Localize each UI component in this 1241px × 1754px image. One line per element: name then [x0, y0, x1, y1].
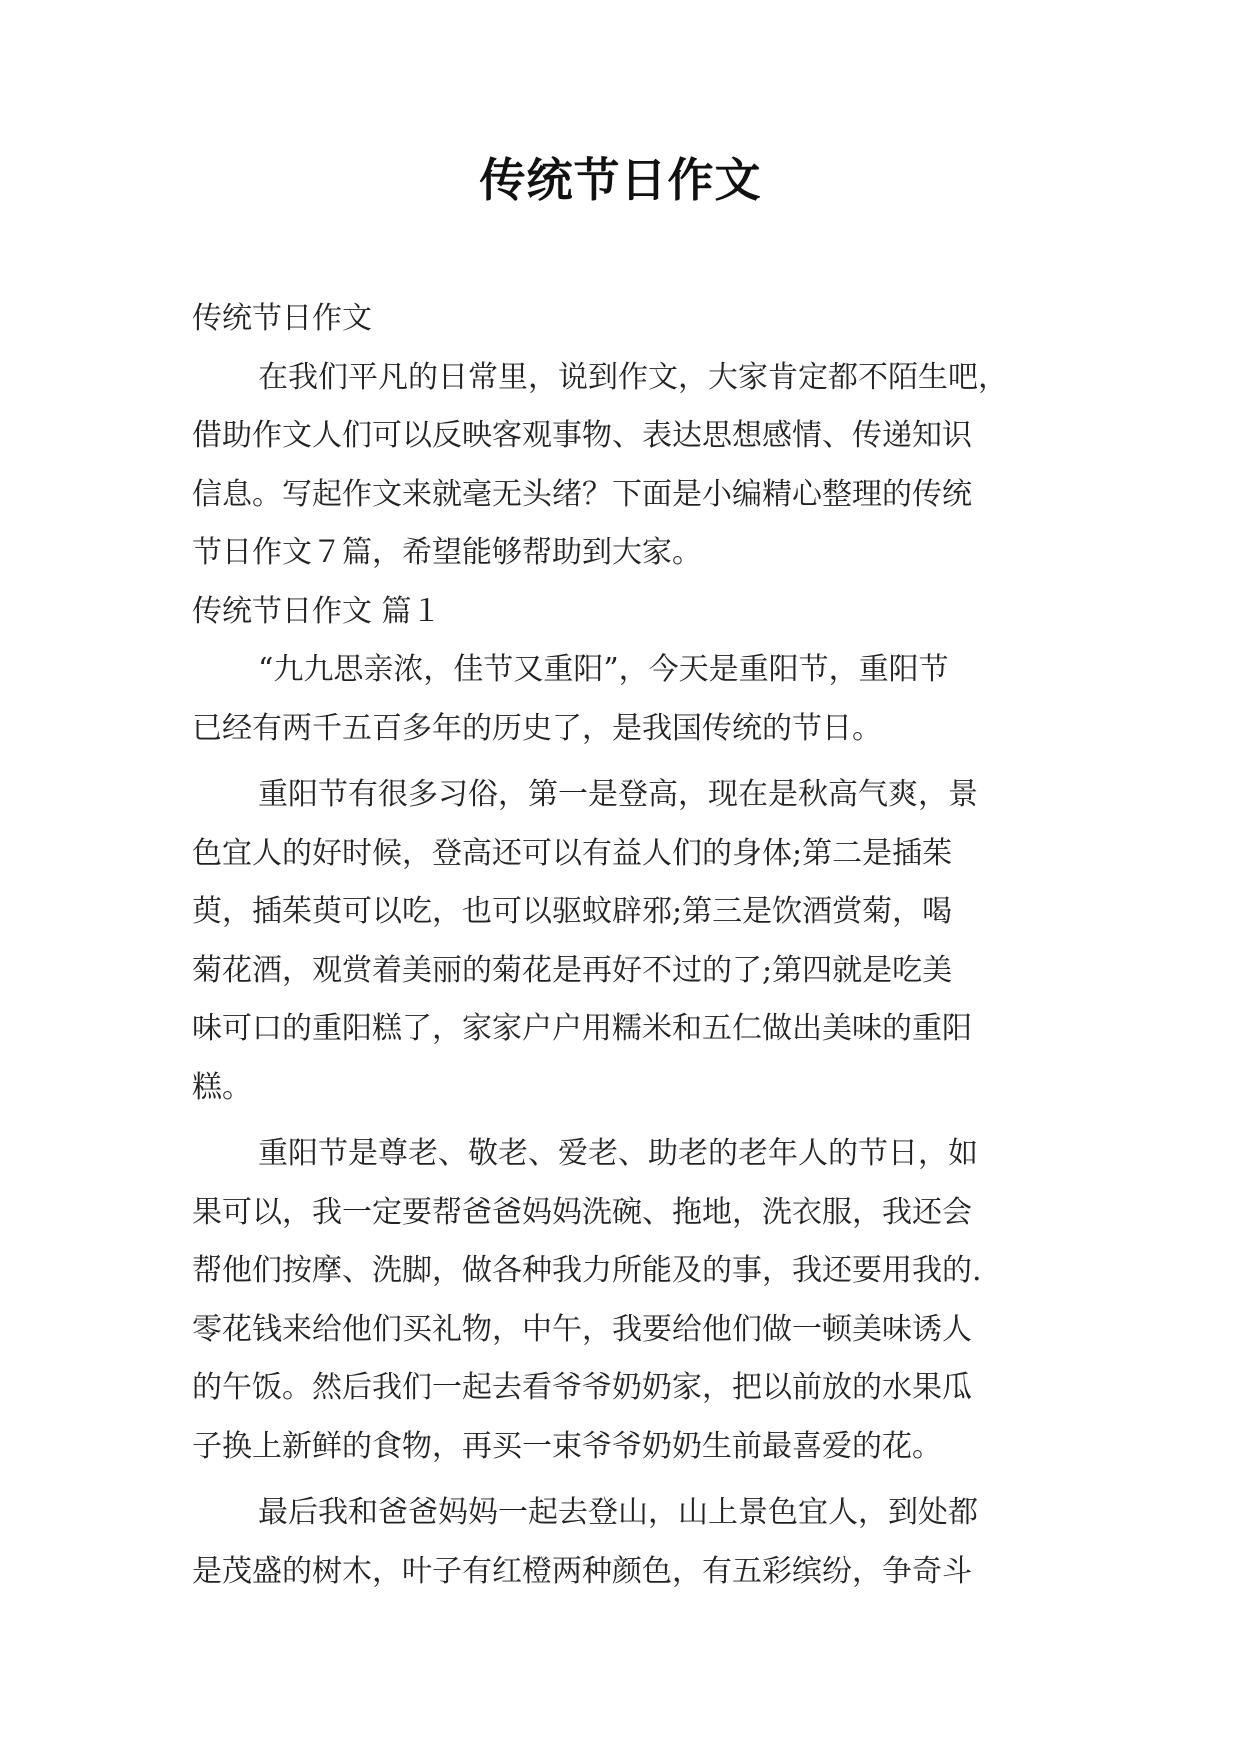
text-line: 萸，插茱萸可以吃，也可以驱蚊辟邪;第三是饮酒赏菊，喝 — [192, 894, 953, 929]
text-line: 味可口的重阳糕了，家家户户用糯米和五仁做出美味的重阳 — [192, 1011, 972, 1046]
text-line: 信息。写起作文来就毫无头绪？下面是小编精心整理的传统 — [192, 476, 972, 512]
text-line: 借助作文人们可以反映客观事物、表达思想感情、传递知识 — [192, 418, 972, 453]
section-heading: 传统节日作文 篇１ — [192, 593, 442, 629]
text-line: 菊花酒，观赏着美丽的菊花是再好不过的了;第四就是吃美 — [192, 952, 953, 988]
text-line: 子换上新鲜的食物，再买一束爷爷奶奶生前最喜爱的花。 — [192, 1428, 942, 1464]
text-line: 果可以，我一定要帮爸爸妈妈洗碗、拖地，洗衣服，我还会 — [192, 1194, 972, 1230]
paragraph-3 — [192, 1125, 1052, 1476]
text-line: 在我们平凡的日常里，说到作文，大家肯定都不陌生吧， — [258, 359, 1008, 395]
text-line: 重阳节有很多习俗，第一是登高，现在是秋高气爽，景 — [258, 777, 978, 812]
text-line: 最后我和爸爸妈妈一起去登山，山上景色宜人，到处都 — [258, 1495, 978, 1530]
text-line: “九九思亲浓，佳节又重阳”，今天是重阳节，重阳节 — [258, 652, 949, 687]
paragraph-2 — [192, 766, 1052, 1117]
document-body — [192, 290, 1052, 1601]
text-line: 色宜人的好时候，登高还可以有益人们的身体;第二是插茱 — [192, 835, 953, 871]
text-line: 的午饭。然后我们一起去看爷爷奶奶家，把以前放的水果瓜 — [192, 1370, 972, 1405]
text-line: 零花钱来给他们买礼物，中午，我要给他们做一顿美味诱人 — [192, 1311, 972, 1347]
text-line: 帮他们按摩、洗脚，做各种我力所能及的事，我还要用我的. — [192, 1253, 982, 1288]
text-line: 糕。 — [192, 1069, 252, 1105]
text-line: 节日作文７篇，希望能够帮助到大家。 — [192, 535, 702, 570]
text-line: 已经有两千五百多年的历史了，是我国传统的节日。 — [192, 710, 882, 746]
text-line: 重阳节是尊老、敬老、爱老、助老的老年人的节日，如 — [258, 1136, 978, 1171]
document-title: 传统节日作文 — [479, 153, 762, 207]
paragraph-1 — [192, 641, 1052, 758]
text-line: 是茂盛的树木，叶子有红橙两种颜色，有五彩缤纷，争奇斗 — [192, 1553, 972, 1589]
intro-paragraph — [192, 349, 1052, 583]
paragraph-4 — [192, 1484, 1052, 1601]
document-subtitle: 传统节日作文 — [192, 301, 372, 336]
